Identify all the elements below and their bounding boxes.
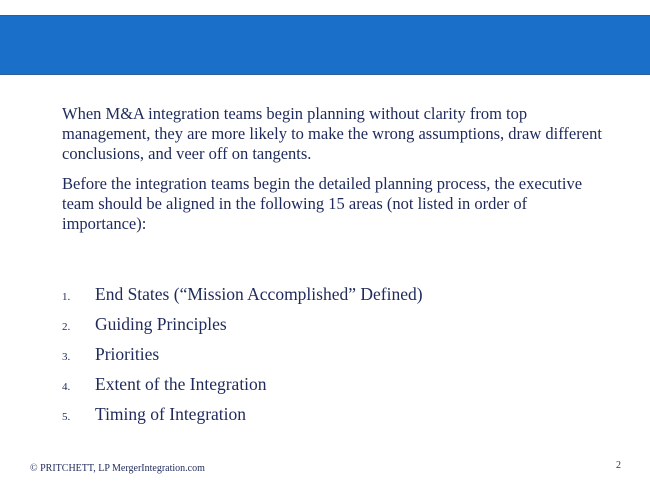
list-item-label: Priorities (95, 344, 160, 364)
list-item-number: 2. (62, 321, 71, 333)
list-item (62, 404, 582, 434)
list-item-number: 1. (62, 291, 71, 303)
list-item-number: 3. (62, 351, 71, 363)
list-item-label: End States (“Mission Accomplished” Defined) (95, 284, 423, 304)
page-number: 2 (616, 460, 621, 471)
list-item (62, 314, 582, 344)
list-item (62, 374, 582, 404)
numbered-list (62, 284, 582, 434)
list-item (62, 284, 582, 314)
list-item-label: Guiding Principles (95, 314, 227, 334)
list-item-number: 5. (62, 411, 71, 423)
intro-paragraph: When M&A integration teams begin planning without clarity from top management, they are more likely to make the wrong assumptions, draw different conclusions, and veer off on tangents. (62, 104, 602, 163)
alignment-paragraph: Before the integration teams begin the detailed planning process, the executive team should be aligned in the following 15 areas (not listed in order of importance): (62, 174, 583, 233)
header-banner (0, 15, 650, 75)
list-item (62, 344, 582, 374)
body-text (62, 104, 602, 244)
list-item-label: Extent of the Integration (95, 374, 267, 394)
footer-copyright: © PRITCHETT, LP MergerIntegration.com (30, 463, 205, 474)
list-item-label: Timing of Integration (95, 404, 247, 424)
list-item-number: 4. (62, 381, 71, 393)
